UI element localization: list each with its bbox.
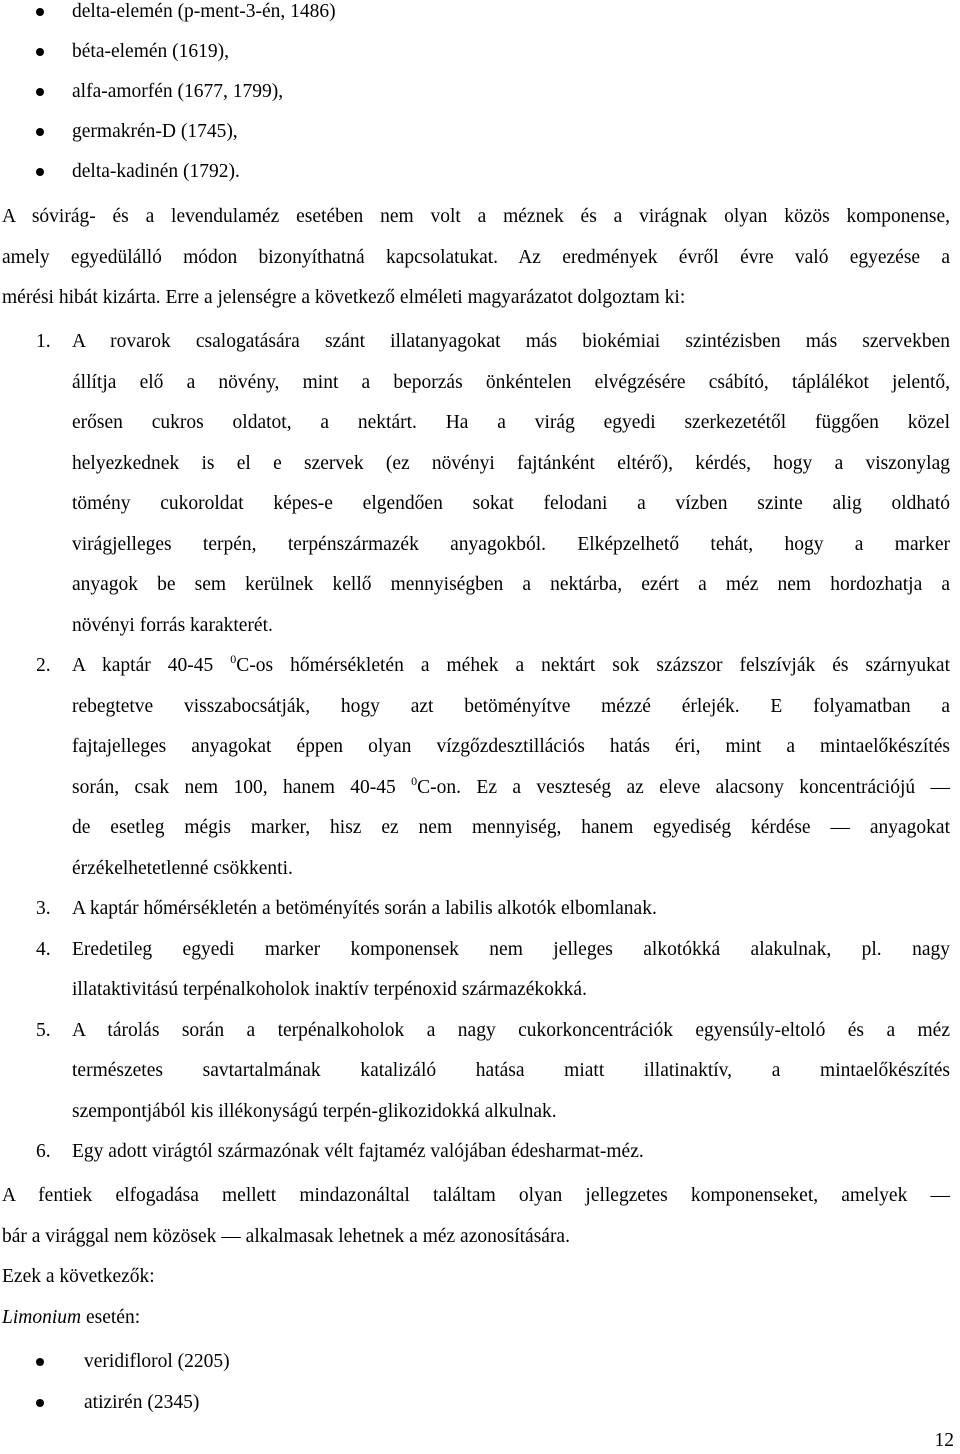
- item-line: anyagok be sem kerülnek kellő mennyiségben a nektárba, ezért a méz nem hordozhatja a: [72, 574, 950, 595]
- degree-superscript: 0: [230, 652, 237, 666]
- item-line: tömény cukoroldat képes-e elgendően sokat felodani a vízben szinte alig oldható: [72, 493, 950, 514]
- item-body: [72, 322, 950, 646]
- list-item: [0, 112, 960, 152]
- bullet-icon: [36, 168, 44, 176]
- item-line: Egy adott virágtól származónak vélt fajtaméz valójában édesharmat-méz.: [72, 1141, 644, 1162]
- item-line: [72, 646, 950, 687]
- line-text: C-os hőmérsékletén a méhek a nektárt sok százszor felszívják és szárnyukat: [236, 655, 950, 676]
- bullet-icon: [36, 1399, 44, 1407]
- numbered-item: [0, 930, 960, 1011]
- item-line: helyezkednek is el e szervek (ez növényi fajtánként eltérő), kérdés, hogy a viszonylag: [72, 452, 950, 474]
- item-line: szempontjából kis illékonyságú terpén-glikozidokká alkulnak.: [72, 1100, 557, 1122]
- list-item-text: béta-elemén (1619),: [72, 41, 230, 62]
- paragraph-line: A sóvirág- és a levendulaméz esetében nem volt a méznek és a virágnak olyan közös komponense,: [2, 206, 950, 227]
- numbered-item: [0, 889, 960, 930]
- genus-name: Limonium: [2, 1306, 82, 1328]
- item-body: [72, 646, 950, 889]
- item-number: 1.: [36, 331, 51, 352]
- ezek-line: Ezek a következők:: [2, 1266, 155, 1287]
- list-item: [0, 152, 960, 192]
- page-number: 12: [934, 1430, 954, 1451]
- bullet-icon: [36, 128, 44, 136]
- list-item: [0, 72, 960, 112]
- paragraph-line: amely egyedülálló módon bizonyíthatná kapcsolatukat. Az eredmények évről évre való egyezése a: [2, 246, 950, 268]
- item-line: rebegtetve visszabocsátják, hogy azt betöményítve mézzé érlejék. E folyamatban a: [72, 695, 950, 717]
- explanation-numbered-list: [0, 322, 960, 1173]
- item-number: 6.: [36, 1141, 51, 1162]
- list-item-text: veridiflorol (2205): [84, 1351, 230, 1372]
- list-item: [0, 0, 960, 32]
- item-line: [72, 768, 950, 809]
- degree-superscript: 0: [411, 773, 418, 788]
- list-item: [0, 1341, 960, 1382]
- paragraph-line: A fentiek elfogadása mellett mindazonáltal találtam olyan jellegzetes komponenseket, amelyek —: [2, 1185, 950, 1206]
- closing-paragraph: [2, 1176, 950, 1338]
- item-line: A rovarok csalogatására szánt illatanyagokat más biokémiai szintézisben más szervekben: [72, 331, 950, 352]
- list-item-text: alfa-amorfén (1677, 1799),: [72, 81, 284, 102]
- item-line: növényi forrás karakterét.: [72, 614, 273, 636]
- line-text: A kaptár 40-45: [72, 655, 231, 676]
- item-number: 5.: [36, 1019, 51, 1041]
- list-item-text: delta-kadinén (1792).: [72, 161, 240, 182]
- item-line: érzékelhetetlenné csökkenti.: [72, 857, 293, 879]
- item-body: [72, 889, 950, 930]
- intro-paragraph: [2, 197, 950, 319]
- item-line: A tárolás során a terpénalkoholok a nagy cukorkoncentrációk egyensúly-eltoló és a méz: [72, 1019, 950, 1041]
- limonium-compound-list: [0, 1341, 960, 1423]
- item-line: virágjelleges terpén, terpénszármazék anyagokból. Elképzelhető tehát, hogy a marker: [72, 533, 950, 555]
- line-text: során, csak nem 100, hanem 40-45: [72, 776, 412, 798]
- bullet-icon: [36, 1358, 44, 1366]
- item-number: 3.: [36, 898, 51, 919]
- numbered-item: [0, 322, 960, 646]
- list-item: [0, 1382, 960, 1423]
- numbered-item: [0, 1011, 960, 1133]
- list-item-text: delta-elemén (p-ment-3-én, 1486): [72, 1, 336, 22]
- item-body: [72, 1011, 950, 1133]
- item-line: természetes savtartalmának katalizáló hatása miatt illatinaktív, a mintaelőkészítés: [72, 1060, 950, 1081]
- item-body: [72, 930, 950, 1011]
- list-item-text: germakrén-D (1745),: [72, 121, 238, 142]
- item-body: [72, 1132, 950, 1173]
- item-line: de esetleg mégis marker, hisz ez nem mennyiség, hanem egyediség kérdése — anyagokat: [72, 817, 950, 838]
- bullet-icon: [36, 88, 44, 96]
- item-line: illataktivitású terpénalkoholok inaktív terpénoxid származékokká.: [72, 979, 587, 1000]
- item-line: A kaptár hőmérsékletén a betöményítés során a labilis alkotók elbomlanak.: [72, 898, 657, 919]
- item-number: 4.: [36, 938, 51, 960]
- list-item-text: atizirén (2345): [84, 1392, 200, 1413]
- limonium-line: [2, 1298, 950, 1339]
- bullet-icon: [36, 48, 44, 56]
- compound-bullet-list: [0, 0, 960, 192]
- item-line: fajtajelleges anyagokat éppen olyan vízgőzdesztillációs hatás éri, mint a mintaelőkészítés: [72, 736, 950, 757]
- item-line: Eredetileg egyedi marker komponensek nem jelleges alkotókká alakulnak, pl. nagy: [72, 938, 950, 960]
- paragraph-line: mérési hibát kizárta. Erre a jelenségre a következő elméleti magyarázatot dolgoztam ki:: [2, 287, 686, 308]
- numbered-item: [0, 1132, 960, 1173]
- bullet-icon: [36, 8, 44, 16]
- item-number: 2.: [36, 655, 51, 676]
- item-line: állítja elő a növény, mint a beporzás önkéntelen elvégzésére csábító, táplálékot jelentő,: [72, 371, 950, 393]
- paragraph-line: bár a virággal nem közösek — alkalmasak lehetnek a méz azonosítására.: [2, 1225, 570, 1247]
- numbered-item: [0, 646, 960, 889]
- list-item: [0, 32, 960, 72]
- line-text: esetén:: [81, 1306, 141, 1328]
- line-text: C-on. Ez a veszteség az eleve alacsony koncentrációjú —: [417, 776, 950, 798]
- item-line: erősen cukros oldatot, a nektárt. Ha a virág egyedi szerkezetétől függően közel: [72, 412, 950, 433]
